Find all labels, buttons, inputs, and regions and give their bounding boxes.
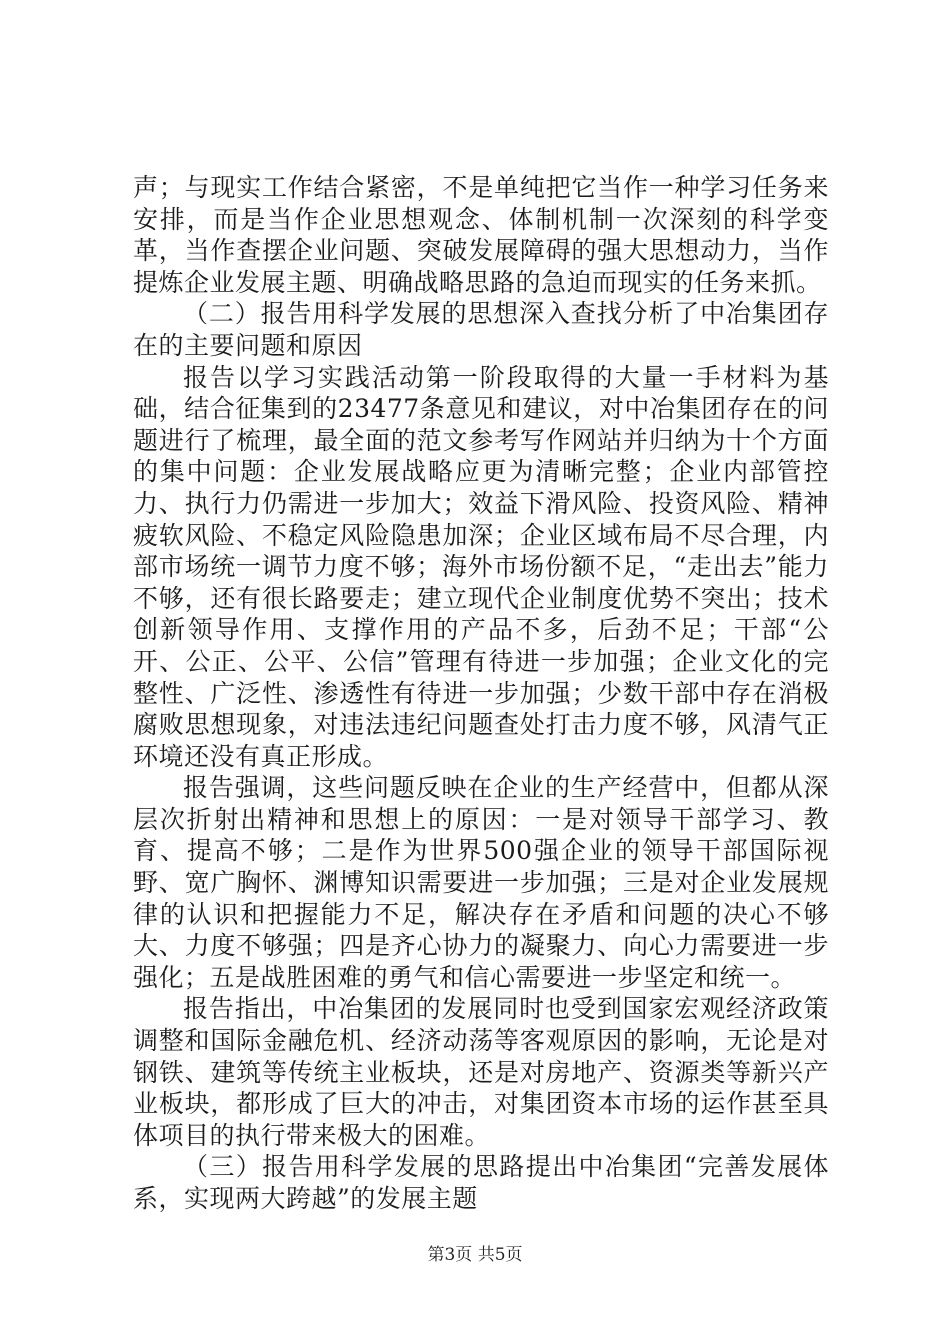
section-heading-2: （二）报告用科学发展的思想深入查找分析了中冶集团存在的主要问题和原因 [133, 299, 829, 360]
paragraph-continuation: 声；与现实工作结合紧密，不是单纯把它当作一种学习任务来安排，而是当作企业思想观念、体制机制一次深刻的科学变革，当作查摆企业问题、突破发展障碍的强大思想动力，当作提炼企业发展主题、明确战略思路的急迫而现实的任务来抓。 [133, 173, 829, 297]
document-body [133, 172, 829, 1215]
paragraph-problems: 报告以学习实践活动第一阶段取得的大量一手材料为基础，结合征集到的23477条意见和建议，对中冶集团存在的问题进行了梳理，最全面的范文参考写作网站并归纳为十个方面的集中问题：企业发展战略应更为清晰完整；企业内部管控力、执行力仍需进一步加大；效益下滑风险、投资风险、精神疲软风险、不稳定风险隐患加深；企业区域布局不尽合理，内部市场统一调节力度不够；海外市场份额不足，“走出去”能力不够，还有很长路要走；建立现代企业制度优势不突出；技术创新领导作用、支撑作用的产品不多，后劲不足；干部“公开、公正、公平、公信”管理有待进一步加强；企业文化的完整性、广泛性、渗透性有待进一步加强；少数干部中存在消极腐败思想现象，对违法违纪问题查处打击力度不够，风清气正环境还没有真正形成。 [133, 362, 829, 771]
paragraph-causes: 报告强调，这些问题反映在企业的生产经营中，但都从深层次折射出精神和思想上的原因：一是对领导干部学习、教育、提高不够；二是作为世界500强企业的领导干部国际视野、宽广胸怀、渊博知识需要进一步加强；三是对企业发展规律的认识和把握能力不足，解决存在矛盾和问题的决心不够大、力度不够强；四是齐心协力的凝聚力、向心力需要进一步强化；五是战胜困难的勇气和信心需要进一步坚定和统一。 [133, 773, 829, 992]
paragraph-external-factors: 报告指出，中冶集团的发展同时也受到国家宏观经济政策调整和国际金融危机、经济动荡等客观原因的影响，无论是对钢铁、建筑等传统主业板块，还是对房地产、资源类等新兴产业板块，都形成了巨大的冲击，对集团资本市场的运作甚至具体项目的执行带来极大的困难。 [133, 994, 829, 1150]
section-heading-3: （三）报告用科学发展的思路提出中冶集团“完善发展体系，实现两大跨越”的发展主题 [133, 1152, 829, 1213]
page-number: 第3页 共5页 [427, 1245, 523, 1265]
